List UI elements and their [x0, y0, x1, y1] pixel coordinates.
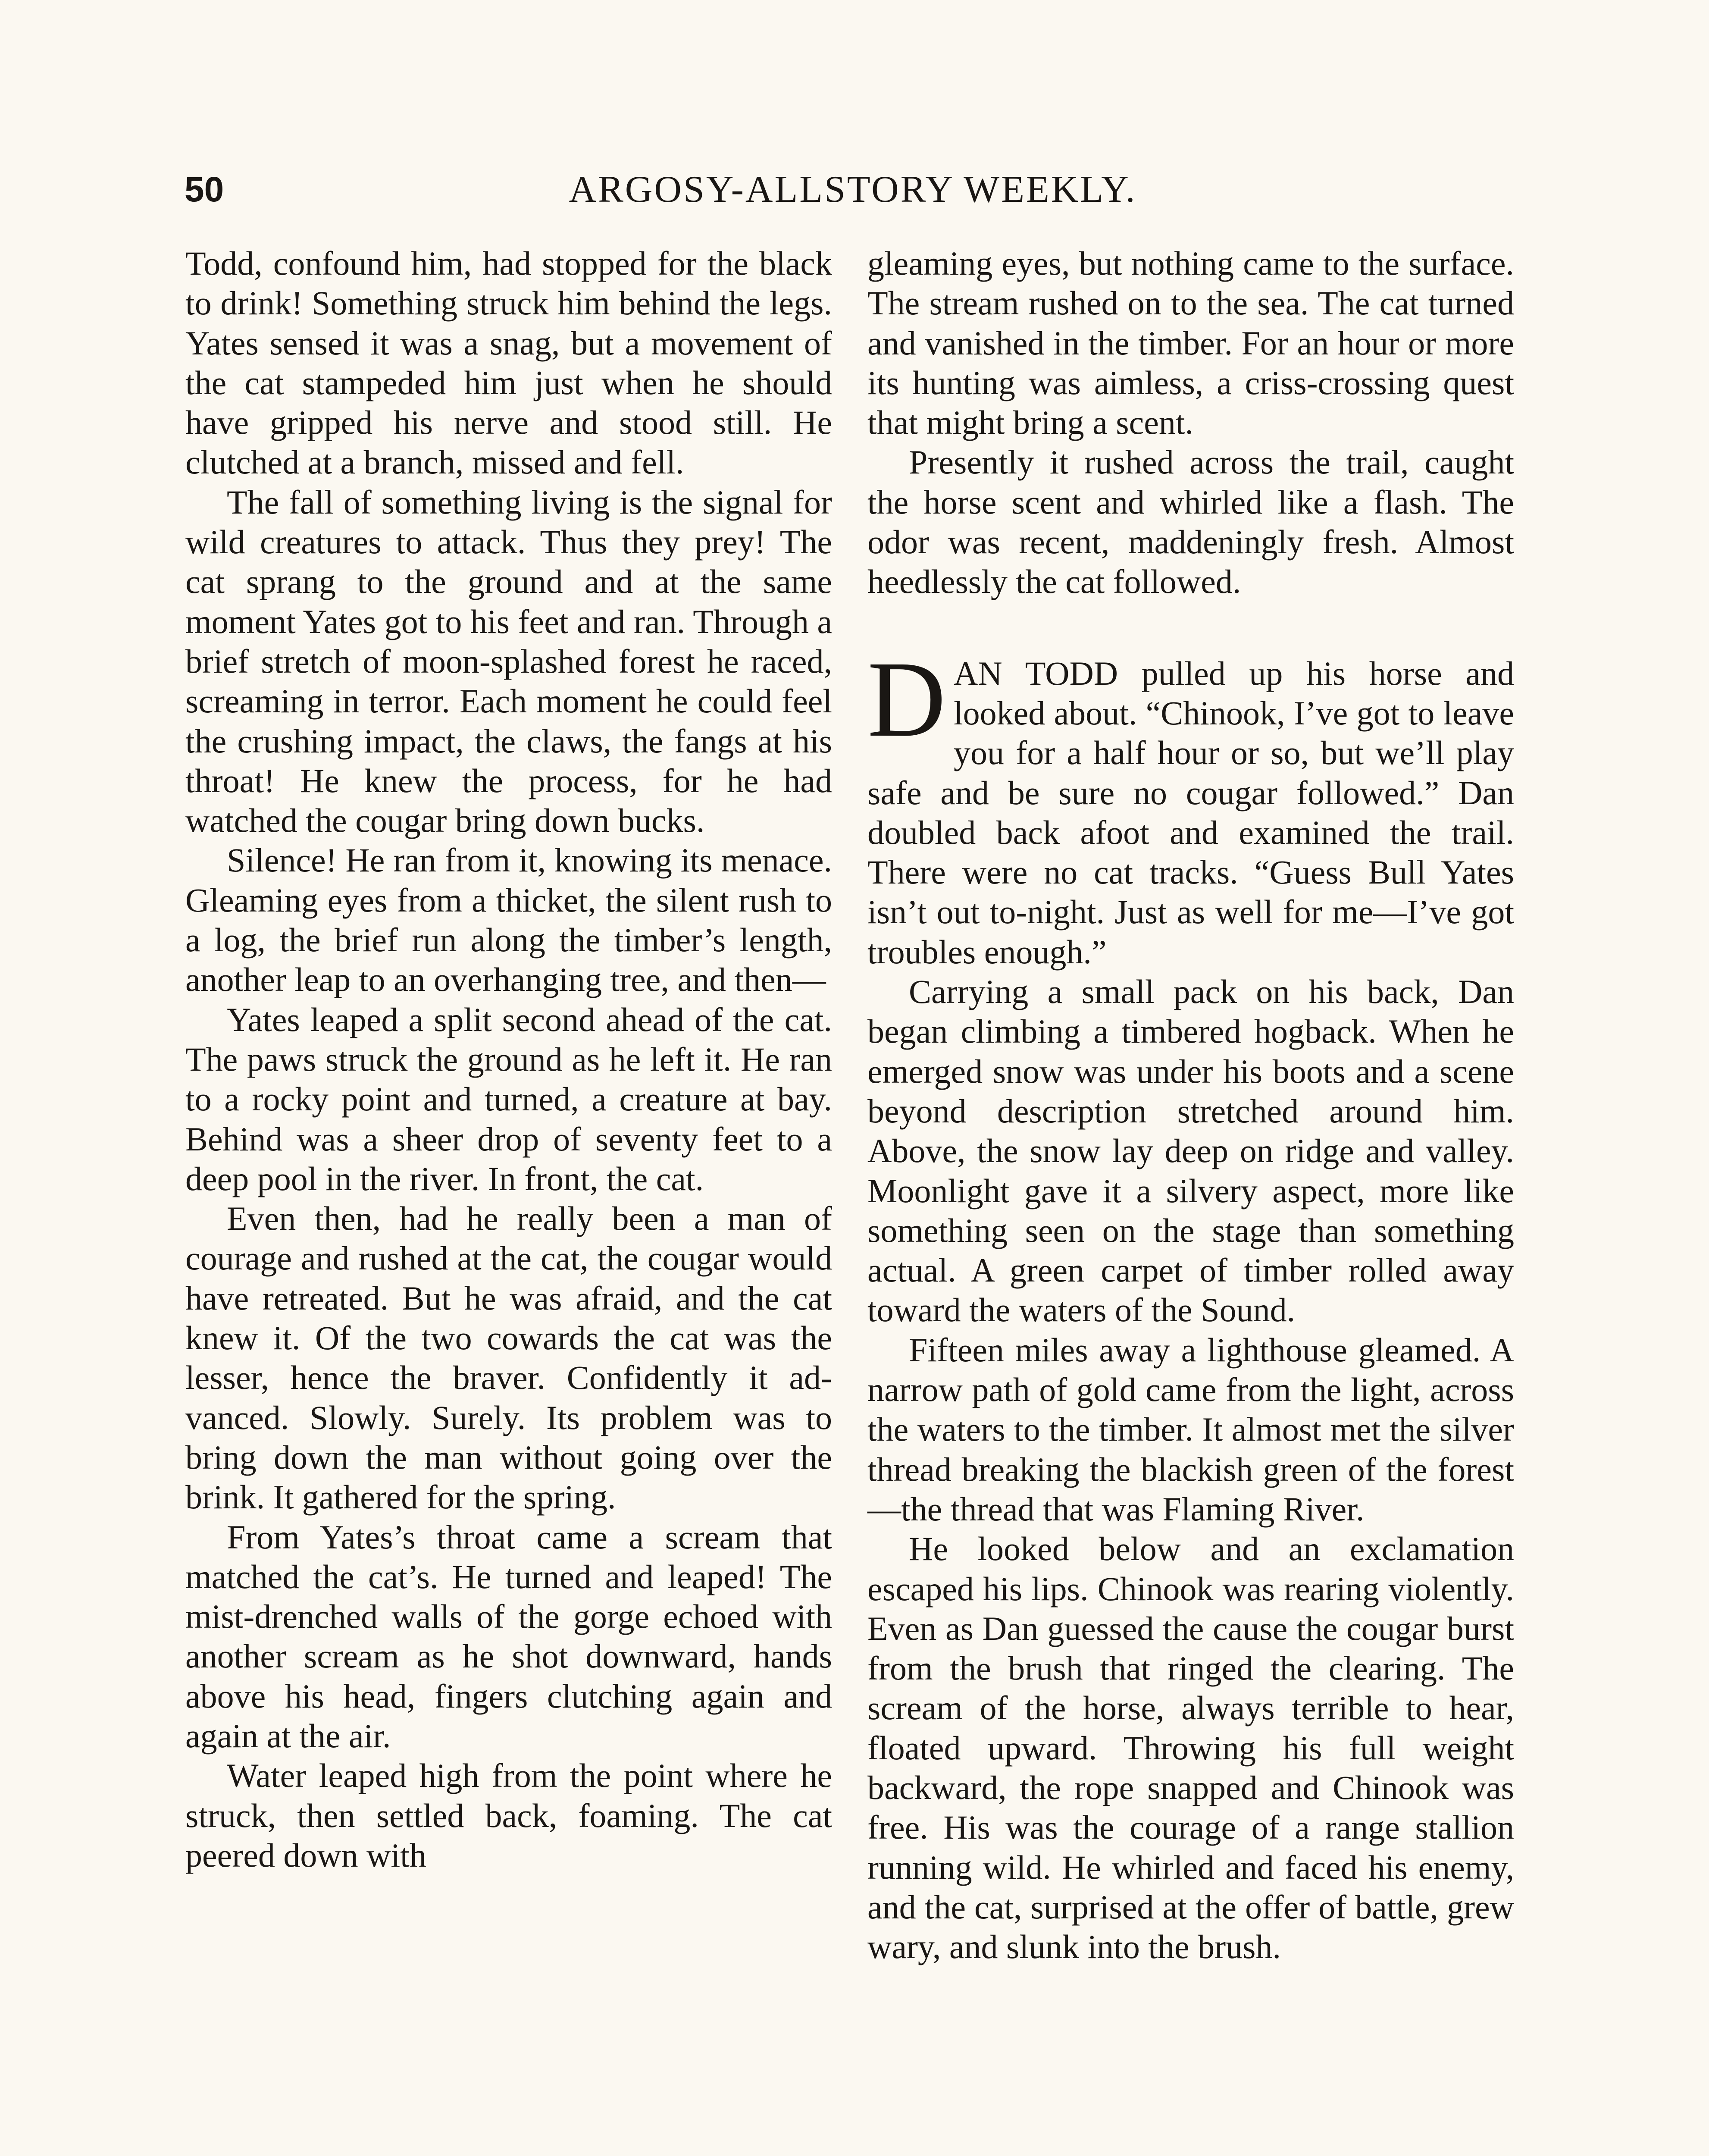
paragraph: Presently it rushed across the trail, caught the horse scent and whirled like a flash. The odor was recent, maddeningly fresh. Almost heedlessly the cat followed. — [867, 443, 1514, 601]
paragraph: He looked below and an exclamation escaped his lips. Chinook was rearing violently. Even as Dan guessed the cause the cougar burst from the brush that ringed the clearing. The scream of the horse, always terrible to hear, floated upward. Throwing his full weight backward, the rope snapped and Chinook was free. His was the courage of a range stallion running wild. He whirled and faced his enemy, and the cat, surprised at the offer of battle, grew wary, and slunk into the brush. — [867, 1530, 1514, 1966]
left-column — [185, 244, 832, 1875]
section-opening-text: AN TODD pulled up his horse and looked about. “Chinook, I’ve got to leave you for a half hour or so, but we’ll play safe and be sure no cougar followed.” Dan doubled back afoot and examined the trail. There were no cat tracks. “Guess Bull Yates isn’t out to-night. Just as well for me—I’ve got troubles enough.” — [867, 654, 1514, 971]
running-title: ARGOSY-ALLSTORY WEEKLY. — [569, 169, 1137, 210]
page-number: 50 — [185, 170, 224, 209]
paragraph: Yates leaped a split second ahead of the cat. The paws struck the ground as he left it. He ran to a rocky point and turned, a creature at bay. Behind was a sheer drop of seventy feet to a deep pool in the river. In front, the cat. — [185, 1000, 832, 1197]
paragraph: gleaming eyes, but nothing came to the surface. The stream rushed on to the sea. The cat turned and vanished in the timber. For an hour or more its hunting was aimless, a criss-crossing quest that might bring a scent. — [867, 244, 1514, 442]
right-column — [867, 244, 1514, 1967]
paragraph: Todd, confound him, had stopped for the black to drink! Something struck him behind the legs. Yates sensed it was a snag, but a movement of the cat stampeded him just when he should have gripped his nerve and stood still. He clutched at a branch, missed and fell. — [185, 244, 832, 481]
paragraph: The fall of something living is the signal for wild creatures to attack. Thus they prey! The cat sprang to the ground and at the same moment Yates got to his feet and ran. Through a brief stretch of moon-splashed forest he raced, screaming in terror. Each moment he could feel the crushing impact, the claws, the fangs at his throat! He knew the process, for he had watched the cougar bring down bucks. — [185, 483, 832, 840]
page-header — [185, 166, 1521, 213]
paragraph: Fifteen miles away a lighthouse gleamed. A narrow path of gold came from the light, across the waters to the timber. It almost met the silver thread breaking the blackish green of the forest—the thread that was Flaming River. — [867, 1331, 1514, 1528]
paragraph: Water leaped high from the point where he struck, then settled back, foaming. The cat peered down with — [185, 1757, 832, 1874]
paragraph: Carrying a small pack on his back, Dan began climbing a timbered hogback. When he emerged snow was under his boots and a scene beyond description stretched around him. Above, the snow lay deep on ridge and valley. Moonlight gave it a silvery aspect, more like something seen on the stage than something actual. A green carpet of timber rolled away toward the waters of the Sound. — [867, 973, 1514, 1329]
drop-cap: D — [867, 638, 946, 759]
paragraph: Silence! He ran from it, knowing its menace. Gleaming eyes from a thicket, the silent rush to a log, the brief run along the timber’s length, another leap to an overhanging tree, and then— — [185, 841, 832, 999]
paragraph: Even then, had he really been a man of courage and rushed at the cat, the cougar would have retreated. But he was afraid, and the cat knew it. Of the two cowards the cat was the lesser, hence the braver. Confidently it advanced. Slowly. Surely. Its problem was to bring down the man without going over the brink. It gathered for the spring. — [185, 1200, 832, 1516]
paragraph: From Yates’s throat came a scream that matched the cat’s. He turned and leaped! The mist-drenched walls of the gorge echoed with another scream as he shot downward, hands above his head, fingers clutching again and again at the air. — [185, 1518, 832, 1755]
section-opening-paragraph — [867, 638, 1514, 972]
